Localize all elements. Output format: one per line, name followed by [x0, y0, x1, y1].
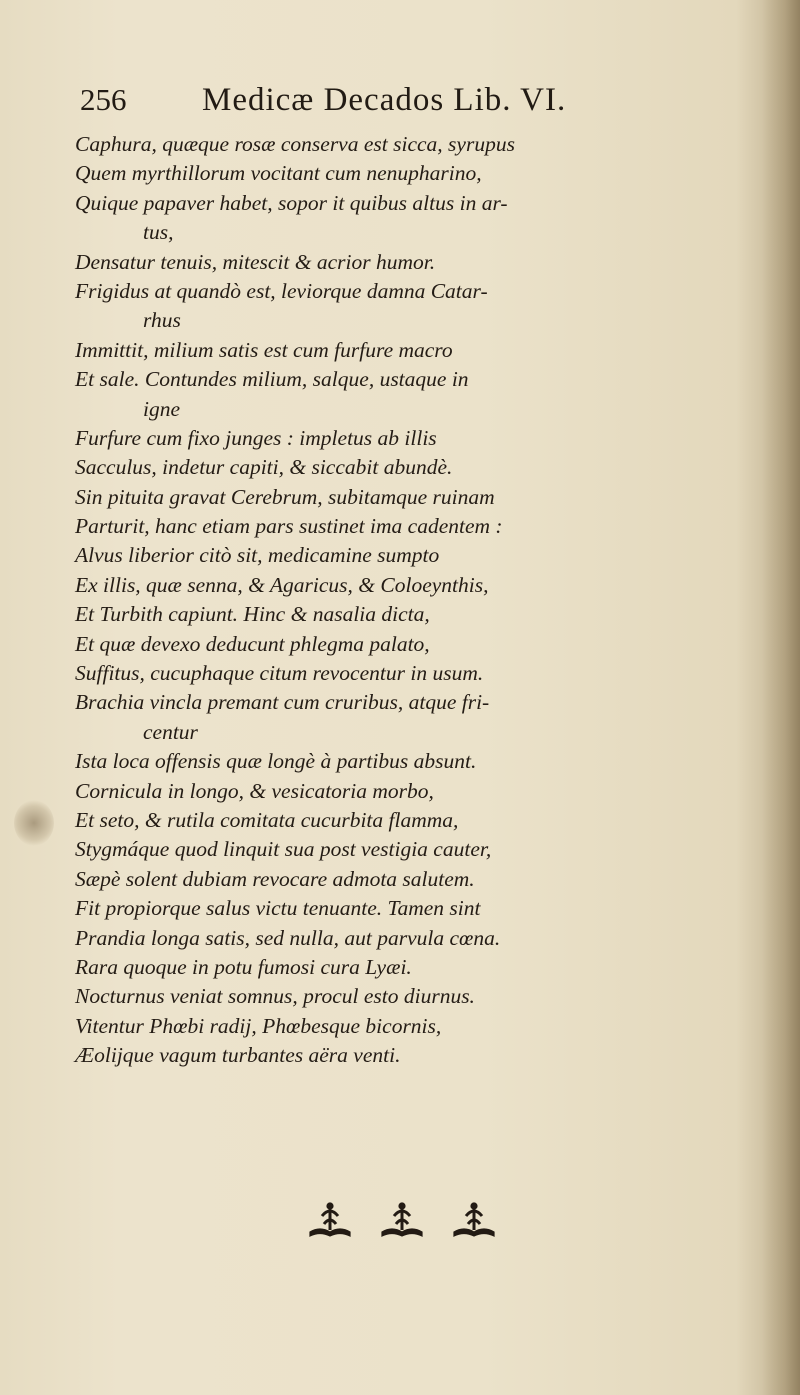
- verse-line: Nocturnus veniat somnus, procul esto diurnus.: [75, 984, 475, 1009]
- verse-line: Ex illis, quæ senna, & Agaricus, & Coloeynthis,: [75, 572, 489, 597]
- page-number: 256: [80, 82, 127, 117]
- verse-line: Suffitus, cucuphaque citum revocentur in usum.: [75, 661, 484, 686]
- verse-line: Et quæ devexo deducunt phlegma palato,: [75, 631, 430, 656]
- verse-line-turnover: centur: [143, 719, 198, 744]
- verse-line: Et seto, & rutila comitata cucurbita flamma,: [75, 807, 459, 832]
- page-header: [80, 82, 720, 126]
- running-head: Medicæ Decados Lib. VI.: [202, 82, 567, 118]
- verse-line: Sin pituita gravat Cerebrum, subitamque ruinam: [75, 484, 495, 509]
- verse-line: Quem myrthillorum vocitant cum nenupharino,: [75, 161, 482, 186]
- verse-line: Sæpè solent dubiam revocare admota salutem.: [75, 866, 475, 891]
- verse-line: Alvus liberior citò sit, medicamine sumpto: [75, 543, 440, 568]
- verse-line: Fit propiorque salus victu tenuante. Tamen sint: [75, 896, 481, 921]
- verse-line: Parturit, hanc etiam pars sustinet ima cadentem :: [75, 514, 503, 539]
- verse-line: Stygmáque quod linquit sua post vestigia cauter,: [75, 837, 492, 862]
- verse-line: Quique papaver habet, sopor it quibus altus in ar-: [75, 190, 508, 215]
- verse-line: Rara quoque in potu fumosi cura Lyæi.: [75, 954, 412, 979]
- verse-line: Immittit, milium satis est cum furfure macro: [75, 337, 453, 362]
- verse-line-turnover: tus,: [143, 220, 174, 245]
- verse-line: Densatur tenuis, mitescit & acrior humor.: [75, 249, 436, 274]
- verse-line: Frigidus at quandò est, leviorque damna Catar-: [75, 278, 488, 303]
- verse-line: Sacculus, indetur capiti, & siccabit abundè.: [75, 455, 453, 480]
- verse-line: Et Turbith capiunt. Hinc & nasalia dicta,: [75, 602, 430, 627]
- paper-stain: [14, 800, 54, 846]
- verse-line: Cornicula in longo, & vesicatoria morbo,: [75, 778, 434, 803]
- verse-line: Brachia vincla premant cum cruribus, atque fri-: [75, 690, 490, 715]
- verse-line: Æolijque vagum turbantes aëra venti.: [75, 1043, 401, 1068]
- verse-line: Prandia longa satis, sed nulla, aut parvula cœna.: [75, 925, 501, 950]
- verse-line-turnover: igne: [143, 396, 181, 421]
- verse-line: Caphura, quæque rosæ conserva est sicca, syrupus: [75, 132, 515, 156]
- verse-line: Ista loca offensis quæ longè à partibus absunt.: [75, 749, 477, 774]
- verse-line: Furfure cum fixo junges : impletus ab illis: [75, 425, 437, 450]
- verse-text: [75, 130, 740, 1071]
- fleuron-icon: [300, 1198, 505, 1242]
- verse-line: Et sale. Contundes milium, salque, ustaque in: [75, 367, 469, 392]
- verse-line-turnover: rhus: [143, 308, 181, 333]
- verse-line: Vitentur Phœbi radij, Phœbesque bicornis,: [75, 1013, 442, 1038]
